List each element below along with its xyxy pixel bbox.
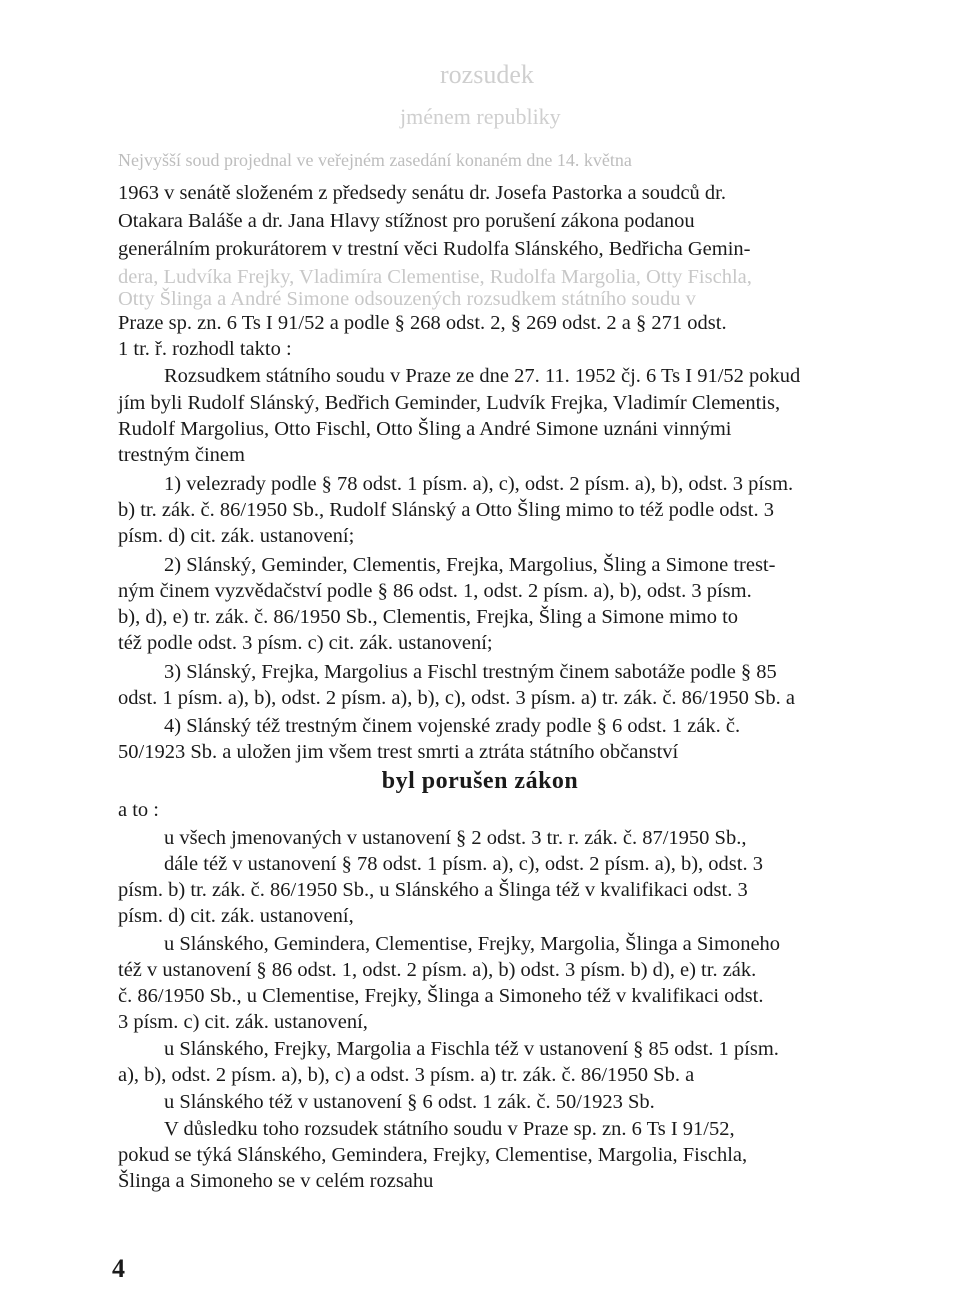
text-line-faded: dera, Ludvíka Frejky, Vladimíra Clementise, Rudolfa Margolia, Otty Fischla,: [118, 266, 752, 288]
a-to-label: a to :: [118, 799, 159, 821]
item-3-line: 3) Slánský, Frejka, Margolius a Fischl trestným činem sabotáže podle § 85: [164, 661, 777, 683]
text-line: 1 tr. ř. rozhodl takto :: [118, 338, 292, 360]
item-1-line: b) tr. zák. č. 86/1950 Sb., Rudolf Slánský a Otto Šling mimo to též podle odst. 3: [118, 499, 774, 521]
item-1-line: písm. d) cit. zák. ustanovení;: [118, 525, 355, 547]
list-line: písm. b) tr. zák. č. 86/1950 Sb., u Slánského a Šlinga též v kvalifikaci odst. 3: [118, 879, 748, 901]
item-2-line: též podle odst. 3 písm. c) cit. zák. ustanovení;: [118, 632, 493, 654]
text-line: Praze sp. zn. 6 Ts I 91/52 a podle § 268 odst. 2, § 269 odst. 2 a § 271 odst.: [118, 312, 727, 334]
text-line: Otakara Baláše a dr. Jana Hlavy stížnost pro porušení zákona podanou: [118, 210, 695, 232]
closing-line: Šlinga a Simoneho se v celém rozsahu: [118, 1170, 434, 1192]
list-line: u Slánského, Frejky, Margolia a Fischla též v ustanovení § 85 odst. 1 písm.: [164, 1038, 779, 1060]
item-3-line: odst. 1 písm. a), b), odst. 2 písm. a), b), c), odst. 3 písm. a) tr. zák. č. 86/1950 Sb. a: [118, 687, 795, 709]
page-number: 4: [112, 1254, 125, 1283]
item-2-line: b), d), e) tr. zák. č. 86/1950 Sb., Clementis, Frejka, Šling a Simone mimo to: [118, 606, 739, 628]
text-line: Rozsudkem státního soudu v Praze ze dne 27. 11. 1952 čj. 6 Ts I 91/52 pokud: [164, 365, 801, 387]
list-line: u Slánského, Gemindera, Clementise, Frejky, Margolia, Šlinga a Simoneho: [164, 933, 781, 955]
list-line: dále též v ustanovení § 78 odst. 1 písm. a), c), odst. 2 písm. a), b), odst. 3: [164, 853, 763, 875]
faded-first-line: Nejvyšší soud projednal ve veřejném zasedání konaném dne 14. května: [118, 150, 632, 170]
faded-header: [0, 0, 960, 180]
text-line-faded: Otty Šlinga a André Simone odsouzených rozsudkem státního soudu v: [118, 288, 696, 310]
item-2-line: ným činem vyzvědačství podle § 86 odst. 1, odst. 2 písm. a), b), odst. 3 písm.: [118, 580, 752, 602]
text-line: 1963 v senátě složeném z předsedy senátu dr. Josefa Pastorka a soudců dr.: [118, 182, 727, 204]
faded-subtitle: jménem republiky: [400, 104, 561, 129]
text-line: trestným činem: [118, 444, 245, 466]
item-2-line: 2) Slánský, Geminder, Clementis, Frejka, Margolius, Šling a Simone trest-: [164, 554, 776, 576]
closing-line: V důsledku toho rozsudek státního soudu v Praze sp. zn. 6 Ts I 91/52,: [164, 1118, 735, 1140]
text-line: Rudolf Margolius, Otto Fischl, Otto Šling a André Simone uznáni vinnými: [118, 418, 732, 440]
list-line: č. 86/1950 Sb., u Clementise, Frejky, Šlinga a Simoneho též v kvalifikaci odst.: [118, 985, 764, 1007]
violation-heading: byl porušen zákon: [381, 768, 579, 794]
list-line: 3 písm. c) cit. zák. ustanovení,: [118, 1011, 368, 1033]
list-line: a), b), odst. 2 písm. a), b), c) a odst. 3 písm. a) tr. zák. č. 86/1950 Sb. a: [118, 1064, 695, 1086]
text-line: jím byli Rudolf Slánský, Bedřich Geminder, Ludvík Frejka, Vladimír Clementis,: [118, 392, 781, 414]
text-line: generálním prokurátorem v trestní věci Rudolfa Slánského, Bedřicha Gemin-: [118, 238, 751, 260]
list-line: písm. d) cit. zák. ustanovení,: [118, 905, 354, 927]
list-line: též v ustanovení § 86 odst. 1, odst. 2 písm. a), b) odst. 3 písm. b) d), e) tr. zák.: [118, 959, 757, 981]
item-4-line: 4) Slánský též trestným činem vojenské zrady podle § 6 odst. 1 zák. č.: [164, 715, 741, 737]
faded-title: rozsudek: [440, 60, 534, 89]
item-4-line: 50/1923 Sb. a uložen jim všem trest smrti a ztráta státního občanství: [118, 741, 679, 763]
closing-line: pokud se týká Slánského, Gemindera, Frejky, Clementise, Margolia, Fischla,: [118, 1144, 748, 1166]
list-line: u Slánského též v ustanovení § 6 odst. 1 zák. č. 50/1923 Sb.: [164, 1091, 655, 1113]
list-line: u všech jmenovaných v ustanovení § 2 odst. 3 tr. r. zák. č. 87/1950 Sb.,: [164, 827, 747, 849]
item-1-line: 1) velezrady podle § 78 odst. 1 písm. a), c), odst. 2 písm. a), b), odst. 3 písm.: [164, 473, 794, 495]
